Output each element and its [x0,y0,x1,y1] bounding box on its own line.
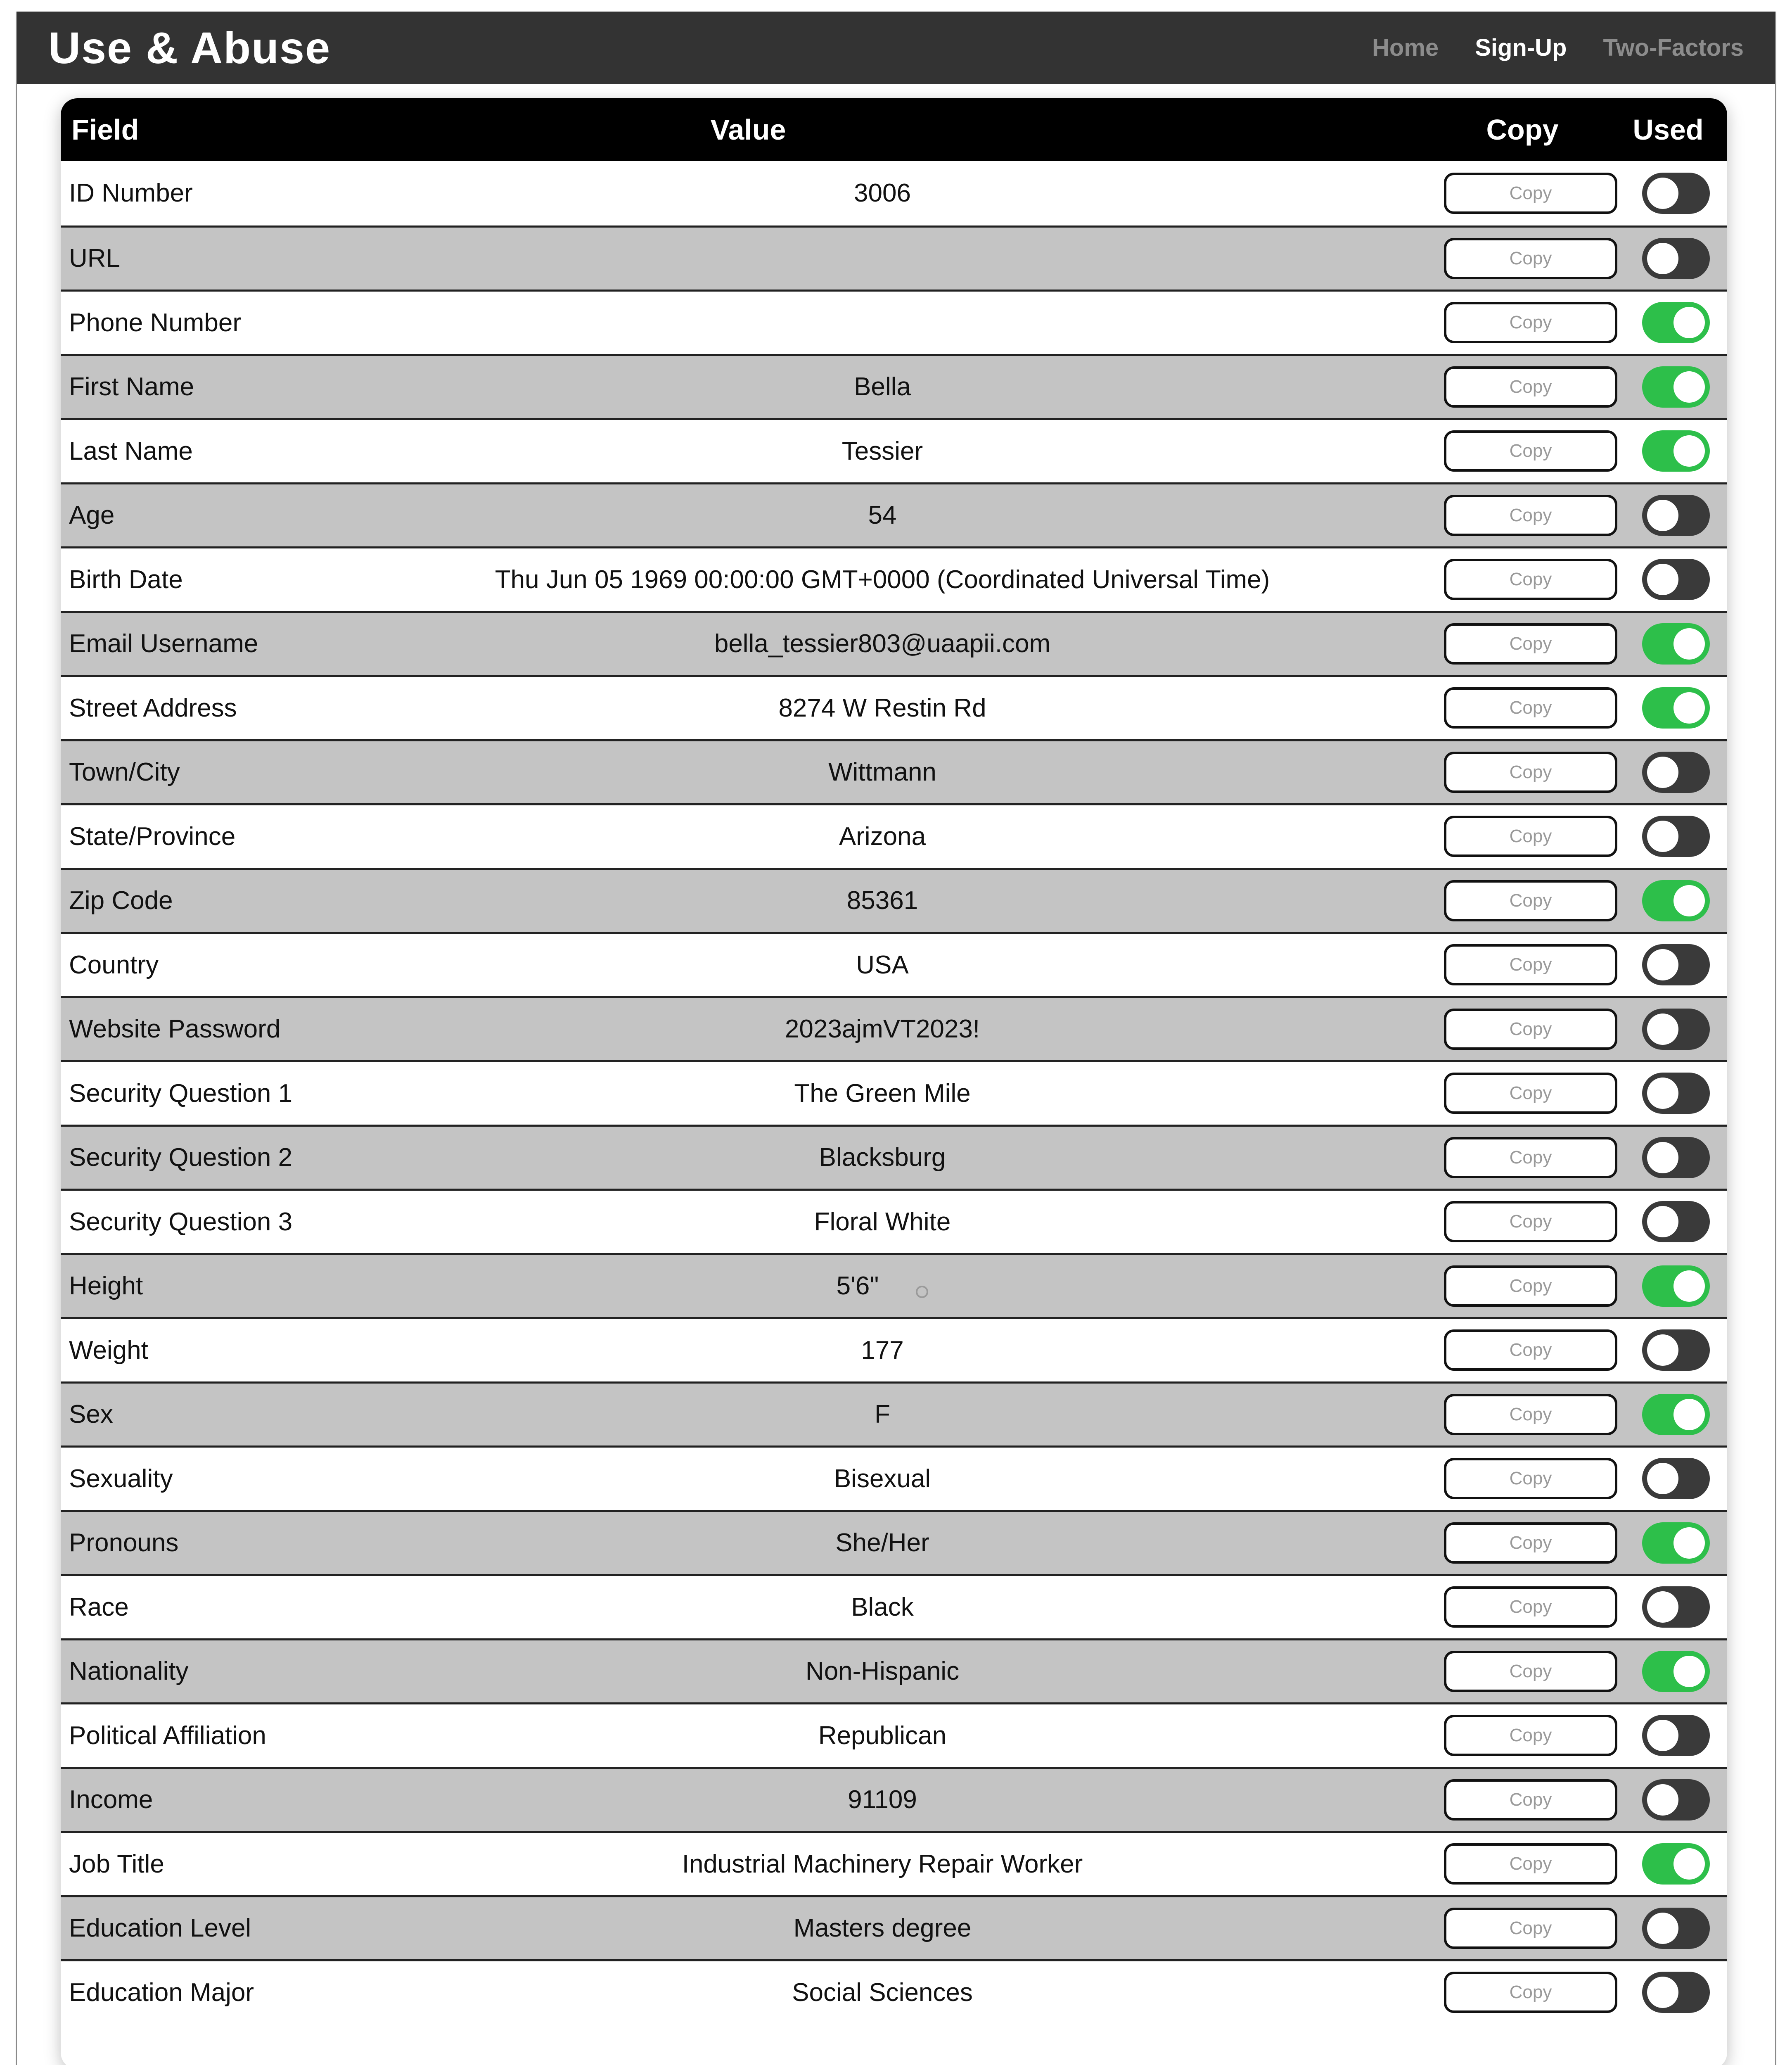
field-label: Education Major [69,1978,254,2007]
copy-button[interactable]: Copy [1444,1394,1617,1435]
nav-sign-up[interactable]: Sign-Up [1475,34,1567,61]
field-label: Country [69,950,159,979]
toggle-knob [1647,1463,1678,1494]
used-toggle[interactable] [1642,238,1710,279]
field-label: Sex [69,1400,113,1429]
field-label: Email Username [69,629,258,658]
copy-button[interactable]: Copy [1444,1779,1617,1821]
field-value-text: USA [856,950,909,979]
table-row [61,611,1727,675]
table-body [61,161,1727,2024]
copy-button[interactable]: Copy [1444,1009,1617,1050]
table-row [61,1831,1727,1895]
field-value-text: She/Her [835,1529,929,1557]
used-toggle[interactable] [1642,1586,1710,1628]
field-value-text: Tessier [841,437,923,465]
field-label: State/Province [69,822,236,851]
toggle-knob [1647,1720,1678,1751]
header-value: Value [710,114,786,146]
copy-button[interactable]: Copy [1444,559,1617,600]
copy-button[interactable]: Copy [1444,1265,1617,1307]
toggle-knob [1673,435,1705,467]
table-row [61,225,1727,290]
toggle-knob [1647,1206,1678,1237]
toggle-knob [1673,692,1705,724]
used-toggle[interactable] [1642,430,1710,472]
used-toggle[interactable] [1642,495,1710,536]
field-value-text: 3006 [854,179,911,208]
copy-button[interactable]: Copy [1444,1329,1617,1371]
table-row [61,1959,1727,2024]
used-toggle[interactable] [1642,1329,1710,1371]
identity-table [61,98,1727,2065]
field-value-text: Masters degree [793,1914,972,1943]
field-label: Security Question 3 [69,1207,293,1236]
copy-button[interactable]: Copy [1444,495,1617,536]
table-row [61,1638,1727,1703]
field-value-text: Industrial Machinery Repair Worker [682,1849,1083,1878]
toggle-knob [1647,821,1678,852]
field-label: Sexuality [69,1464,173,1493]
toggle-knob [1647,243,1678,274]
table-row [61,546,1727,611]
copy-button[interactable]: Copy [1444,1458,1617,1499]
field-value-text: bella_tessier803@uaapii.com [714,629,1051,658]
header-field: Field [71,114,139,146]
field-label: Website Password [69,1015,281,1044]
used-toggle[interactable] [1642,623,1710,665]
cursor-circle-icon [916,1286,928,1298]
field-label: ID Number [69,179,193,208]
table-row [61,1702,1727,1767]
used-toggle[interactable] [1642,1265,1710,1307]
used-toggle[interactable] [1642,1715,1710,1756]
toggle-knob [1647,1784,1678,1816]
field-value-text: 2023ajmVT2023! [785,1015,980,1044]
used-toggle[interactable] [1642,302,1710,343]
table-header [61,98,1727,161]
field-label: Security Question 2 [69,1143,293,1172]
table-row [61,1317,1727,1381]
field-label: Zip Code [69,886,173,915]
used-toggle[interactable] [1642,1201,1710,1242]
table-row [61,803,1727,868]
field-value-text: Bella [854,373,911,401]
copy-button[interactable]: Copy [1444,1522,1617,1564]
used-toggle[interactable] [1642,366,1710,408]
field-label: Last Name [69,437,193,465]
field-label: Street Address [69,693,237,722]
toggle-knob [1673,1656,1705,1687]
toggle-knob [1647,1977,1678,2008]
field-value-text: The Green Mile [794,1079,971,1108]
field-value-text: Thu Jun 05 1969 00:00:00 GMT+0000 (Coordinated Universal Time) [495,565,1270,594]
toggle-knob [1673,1399,1705,1430]
copy-button[interactable]: Copy [1444,1843,1617,1885]
table-row [61,1189,1727,1253]
table-row [61,932,1727,996]
field-value-text: 91109 [848,1785,917,1814]
used-toggle[interactable] [1642,1137,1710,1178]
table-row [61,354,1727,418]
field-label: Job Title [69,1849,164,1878]
used-toggle[interactable] [1642,1908,1710,1949]
used-toggle[interactable] [1642,1394,1710,1435]
copy-button[interactable]: Copy [1444,173,1617,214]
field-label: Education Level [69,1914,251,1943]
used-toggle[interactable] [1642,173,1710,214]
table-row [61,739,1727,804]
copy-button[interactable]: Copy [1444,1073,1617,1114]
field-label: Nationality [69,1657,189,1686]
copy-button[interactable]: Copy [1444,1201,1617,1242]
field-label: Phone Number [69,308,242,337]
toggle-knob [1647,949,1678,980]
toggle-knob [1673,1527,1705,1559]
field-value-text: 177 [861,1336,904,1365]
toggle-knob [1673,307,1705,338]
table-row [61,1253,1727,1317]
field-label: URL [69,244,121,273]
brand-title: Use & Abuse [48,23,331,73]
table-row [61,1381,1727,1446]
field-value-text: 85361 [846,886,918,915]
used-toggle[interactable] [1642,816,1710,857]
field-label: Race [69,1593,129,1621]
used-toggle[interactable] [1642,1779,1710,1821]
field-label: Height [69,1272,143,1301]
used-toggle[interactable] [1642,1073,1710,1114]
table-row [61,161,1727,225]
table-row [61,1510,1727,1574]
toggle-knob [1647,178,1678,209]
copy-button[interactable]: Copy [1444,944,1617,985]
field-label: Security Question 1 [69,1079,293,1108]
toggle-knob [1647,1913,1678,1944]
copy-button[interactable]: Copy [1444,752,1617,793]
field-value-text: F [875,1400,890,1429]
field-value-text: Non-Hispanic [805,1657,960,1686]
table-row [61,868,1727,932]
toggle-knob [1673,1848,1705,1880]
field-label: Political Affiliation [69,1721,266,1750]
used-toggle[interactable] [1642,1843,1710,1885]
used-toggle[interactable] [1642,1522,1710,1564]
copy-button[interactable]: Copy [1444,1651,1617,1692]
field-label: First Name [69,373,194,401]
toggle-knob [1647,1591,1678,1623]
used-toggle[interactable] [1642,880,1710,921]
toggle-knob [1673,628,1705,660]
table-row [61,418,1727,482]
nav-two-factors[interactable]: Two-Factors [1603,34,1744,61]
copy-button[interactable]: Copy [1444,1137,1617,1178]
table-row [61,1060,1727,1125]
toggle-knob [1647,757,1678,788]
field-label: Income [69,1785,153,1814]
table-row [61,1767,1727,1831]
table-row [61,1895,1727,1960]
field-value-text: Social Sciences [792,1978,973,2007]
copy-button[interactable]: Copy [1444,238,1617,279]
toggle-knob [1673,371,1705,403]
field-value-text: Blacksburg [819,1143,946,1172]
field-label: Age [69,501,115,530]
table-row [61,1574,1727,1638]
field-label: Weight [69,1336,148,1365]
table-row [61,675,1727,739]
used-toggle[interactable] [1642,1651,1710,1692]
field-value-text: Floral White [814,1207,951,1236]
copy-button[interactable]: Copy [1444,302,1617,343]
toggle-knob [1647,1142,1678,1173]
used-toggle[interactable] [1642,944,1710,985]
field-value-text: 54 [868,501,897,530]
copy-button[interactable]: Copy [1444,430,1617,472]
table-row [61,290,1727,354]
field-value-text: Bisexual [834,1464,931,1493]
field-label: Pronouns [69,1529,179,1557]
toggle-knob [1647,1014,1678,1045]
used-toggle[interactable] [1642,1458,1710,1499]
table-row [61,996,1727,1061]
toggle-knob [1647,1078,1678,1109]
table-row [61,482,1727,547]
used-toggle[interactable] [1642,752,1710,793]
toggle-knob [1647,1334,1678,1366]
copy-button[interactable]: Copy [1444,366,1617,408]
toggle-knob [1673,885,1705,916]
toggle-knob [1647,564,1678,595]
navbar [17,12,1775,84]
toggle-knob [1673,1270,1705,1302]
used-toggle[interactable] [1642,1009,1710,1050]
field-value-text: 8274 W Restin Rd [778,693,986,722]
header-copy: Copy [1486,114,1559,146]
field-value-text: Black [851,1593,914,1621]
copy-button[interactable]: Copy [1444,687,1617,729]
field-value-text: Republican [818,1721,947,1750]
copy-button[interactable]: Copy [1444,623,1617,665]
field-label: Birth Date [69,565,183,594]
copy-button[interactable]: Copy [1444,816,1617,857]
field-value-text: 5'6" [836,1272,879,1301]
used-toggle[interactable] [1642,687,1710,729]
copy-button[interactable]: Copy [1444,1715,1617,1756]
copy-button[interactable]: Copy [1444,880,1617,921]
nav-home[interactable]: Home [1372,34,1439,61]
header-used: Used [1633,114,1704,146]
table-row [61,1446,1727,1510]
copy-button[interactable]: Copy [1444,1908,1617,1949]
copy-button[interactable]: Copy [1444,1972,1617,2013]
used-toggle[interactable] [1642,1972,1710,2013]
used-toggle[interactable] [1642,559,1710,600]
field-label: Town/City [69,758,180,787]
toggle-knob [1647,500,1678,531]
copy-button[interactable]: Copy [1444,1586,1617,1628]
field-value-text: Wittmann [828,758,936,787]
nav-links [1372,12,1744,84]
table-row [61,1125,1727,1189]
field-value-text: Arizona [839,822,926,851]
